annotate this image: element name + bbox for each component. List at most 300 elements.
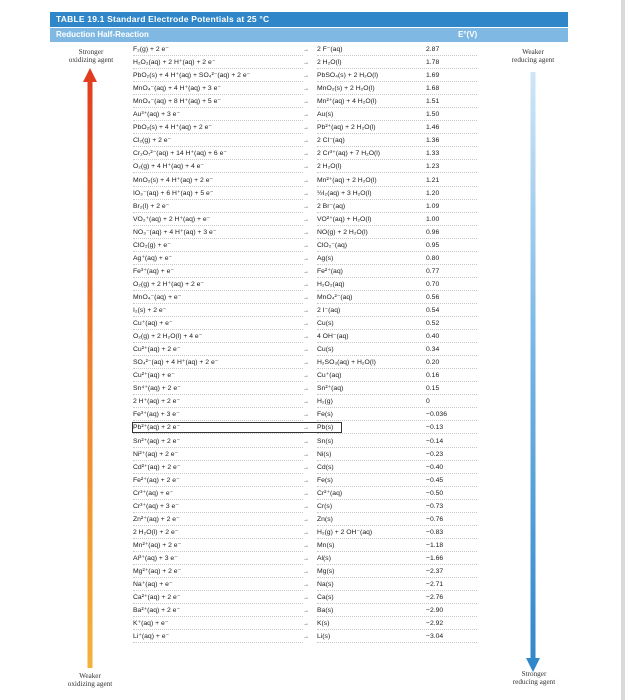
reactant-cell: Br₂(l) + 2 e⁻ bbox=[133, 202, 170, 210]
row-divider bbox=[317, 577, 477, 578]
reaction-arrow-icon: → bbox=[303, 294, 309, 301]
potential-cell: 0.77 bbox=[426, 267, 440, 275]
row-divider bbox=[133, 120, 303, 121]
product-cell: Li(s) bbox=[317, 633, 331, 641]
reaction-arrow-icon: → bbox=[303, 634, 309, 641]
reaction-arrow-icon: → bbox=[303, 112, 309, 119]
potential-cell: 1.68 bbox=[426, 85, 440, 93]
product-cell: K(s) bbox=[317, 620, 330, 628]
product-cell: 2 F⁻(aq) bbox=[317, 46, 343, 53]
reaction-arrow-icon: → bbox=[303, 464, 309, 471]
table-row bbox=[133, 201, 493, 213]
column-header-potential: E°(V) bbox=[458, 30, 478, 39]
reactant-cell: Cd²⁺(aq) + 2 e⁻ bbox=[133, 463, 181, 471]
reaction-arrow-icon: → bbox=[303, 216, 309, 223]
product-cell: Fe(s) bbox=[317, 411, 333, 419]
reaction-arrow-icon: → bbox=[303, 373, 309, 380]
row-divider bbox=[133, 447, 303, 448]
table-row bbox=[133, 501, 493, 513]
reaction-arrow-icon: → bbox=[303, 490, 309, 497]
reactant-cell: Cr³⁺(aq) + 3 e⁻ bbox=[133, 502, 179, 510]
reaction-arrow-icon: → bbox=[303, 347, 309, 354]
row-divider bbox=[133, 251, 303, 252]
row-divider bbox=[133, 212, 303, 213]
row-divider bbox=[317, 355, 477, 356]
row-divider bbox=[317, 394, 477, 395]
reactant-cell: PbO₂(s) + 4 H⁺(aq) + SO₄²⁻(aq) + 2 e⁻ bbox=[133, 72, 251, 80]
right-top-label: Weaker reducing agent bbox=[511, 48, 555, 64]
reactant-cell: Zn²⁺(aq) + 2 e⁻ bbox=[133, 515, 180, 523]
reactant-cell: Ba²⁺(aq) + 2 e⁻ bbox=[133, 607, 181, 615]
reaction-arrow-icon: → bbox=[303, 99, 309, 106]
reactant-cell: Cr³⁺(aq) + e⁻ bbox=[133, 489, 174, 497]
reactant-cell: Cr₂O₇²⁻(aq) + 14 H⁺(aq) + 6 e⁻ bbox=[133, 150, 227, 158]
reaction-arrow-icon: → bbox=[303, 477, 309, 484]
row-divider bbox=[133, 68, 303, 69]
reactant-cell: MnO₂(s) + 4 H⁺(aq) + 2 e⁻ bbox=[133, 176, 214, 184]
reactant-cell: Cu²⁺(aq) + 2 e⁻ bbox=[133, 346, 181, 354]
potential-cell: −0.036 bbox=[426, 411, 447, 419]
column-header-bar bbox=[50, 28, 568, 42]
reaction-arrow-icon: → bbox=[303, 73, 309, 80]
row-divider bbox=[317, 107, 477, 108]
potential-cell: −1.66 bbox=[426, 554, 444, 562]
row-divider bbox=[133, 642, 303, 643]
table-row bbox=[133, 279, 493, 291]
reaction-arrow-icon: → bbox=[303, 229, 309, 236]
potential-cell: −0.45 bbox=[426, 476, 444, 484]
row-divider bbox=[133, 577, 303, 578]
table-row bbox=[133, 566, 493, 578]
potential-cell: 1.23 bbox=[426, 163, 440, 171]
reaction-arrow-icon: → bbox=[303, 582, 309, 589]
hydrogen-reference-box bbox=[132, 422, 342, 433]
table-row bbox=[133, 70, 493, 82]
reactant-cell: Sn²⁺(aq) + 2 e⁻ bbox=[133, 437, 181, 445]
product-cell: Na(s) bbox=[317, 581, 334, 589]
potential-cell: −2.76 bbox=[426, 594, 444, 602]
table-row bbox=[133, 266, 493, 278]
table-row bbox=[133, 57, 493, 69]
row-divider bbox=[133, 329, 303, 330]
table-row bbox=[133, 540, 493, 552]
potential-cell: 1.00 bbox=[426, 215, 440, 223]
row-divider bbox=[133, 303, 303, 304]
reactant-cell: Ca²⁺(aq) + 2 e⁻ bbox=[133, 594, 181, 602]
reaction-arrow-icon: → bbox=[303, 399, 309, 406]
product-cell: Cu(s) bbox=[317, 346, 334, 354]
table-title: TABLE 19.1 Standard Electrode Potentials at 25 °C bbox=[50, 12, 568, 27]
product-cell: Mn²⁺(aq) + 4 H₂O(l) bbox=[317, 98, 377, 106]
row-divider bbox=[133, 146, 303, 147]
product-cell: Cd(s) bbox=[317, 463, 334, 471]
reactant-cell: Mg²⁺(aq) + 2 e⁻ bbox=[133, 568, 182, 575]
row-divider bbox=[133, 238, 303, 239]
row-divider bbox=[317, 473, 477, 474]
row-divider bbox=[317, 433, 477, 434]
reducing-strength-arrow-icon bbox=[526, 72, 540, 672]
reactant-cell: H₂O₂(aq) + 2 H⁺(aq) + 2 e⁻ bbox=[133, 59, 216, 67]
table-row bbox=[133, 436, 493, 448]
table-row bbox=[133, 618, 493, 630]
reaction-arrow-icon: → bbox=[303, 529, 309, 536]
row-divider bbox=[317, 133, 477, 134]
potential-cell: 0.56 bbox=[426, 293, 440, 301]
reactant-cell: O₂(g) + 4 H⁺(aq) + 4 e⁻ bbox=[133, 163, 205, 171]
reaction-arrow-icon: → bbox=[303, 438, 309, 445]
reaction-arrow-icon: → bbox=[303, 451, 309, 458]
row-divider bbox=[317, 225, 477, 226]
row-divider bbox=[317, 538, 477, 539]
row-divider bbox=[317, 159, 477, 160]
row-divider bbox=[133, 538, 303, 539]
potential-cell: 1.69 bbox=[426, 72, 440, 80]
table-row bbox=[133, 462, 493, 474]
product-cell: ½I₂(aq) + 3 H₂O(l) bbox=[317, 189, 372, 197]
product-cell: H₂(g) bbox=[317, 398, 333, 406]
potential-cell: −0.23 bbox=[426, 450, 444, 458]
row-divider bbox=[133, 525, 303, 526]
row-divider bbox=[133, 133, 303, 134]
row-divider bbox=[317, 564, 477, 565]
row-divider bbox=[317, 616, 477, 617]
row-divider bbox=[317, 172, 477, 173]
product-cell: Sn(s) bbox=[317, 437, 334, 445]
reaction-arrow-icon: → bbox=[303, 569, 309, 575]
row-divider bbox=[133, 433, 303, 434]
product-cell: 2 H₂O(l) bbox=[317, 59, 342, 67]
table-row bbox=[133, 488, 493, 500]
row-divider bbox=[317, 81, 477, 82]
reaction-arrow-icon: → bbox=[303, 542, 309, 549]
table-row bbox=[133, 214, 493, 226]
reactant-cell: O₂(g) + 2 H⁺(aq) + 2 e⁻ bbox=[133, 280, 205, 288]
table-row bbox=[133, 357, 493, 369]
row-divider bbox=[133, 499, 303, 500]
potential-cell: 1.33 bbox=[426, 150, 440, 158]
reaction-arrow-icon: → bbox=[303, 255, 309, 262]
table-row bbox=[133, 44, 493, 56]
potential-cell: −2.71 bbox=[426, 581, 444, 589]
reaction-arrow-icon: → bbox=[303, 177, 309, 184]
table-row bbox=[133, 135, 493, 147]
row-divider bbox=[317, 460, 477, 461]
potential-cell: 0 bbox=[426, 398, 430, 406]
potential-cell: −1.18 bbox=[426, 541, 444, 549]
product-cell: Cu⁺(aq) bbox=[317, 372, 342, 380]
potential-cell: −0.76 bbox=[426, 515, 444, 523]
left-top-label: Stronger oxidizing agent bbox=[68, 48, 114, 64]
table-row bbox=[133, 188, 493, 200]
reactant-cell: Mn²⁺(aq) + 2 e⁻ bbox=[133, 541, 182, 549]
row-divider bbox=[317, 368, 477, 369]
reactant-cell: Pb²⁺(aq) + 2 e⁻ bbox=[133, 424, 181, 432]
potential-cell: 1.51 bbox=[426, 98, 440, 106]
potential-cell: 1.46 bbox=[426, 124, 440, 132]
potential-cell: 0.52 bbox=[426, 320, 440, 328]
row-divider bbox=[133, 407, 303, 408]
reactant-cell: Al³⁺(aq) + 3 e⁻ bbox=[133, 554, 178, 562]
reaction-arrow-icon: → bbox=[303, 621, 309, 628]
table-row bbox=[133, 579, 493, 591]
row-divider bbox=[133, 473, 303, 474]
product-cell: 2 Cr³⁺(aq) + 7 H₂O(l) bbox=[317, 150, 381, 158]
row-divider bbox=[133, 159, 303, 160]
row-divider bbox=[317, 629, 477, 630]
product-cell: Cu(s) bbox=[317, 320, 334, 328]
row-divider bbox=[133, 199, 303, 200]
row-divider bbox=[133, 616, 303, 617]
potential-cell: 0.96 bbox=[426, 228, 440, 236]
potential-cell: −0.83 bbox=[426, 528, 444, 536]
row-divider bbox=[133, 186, 303, 187]
row-divider bbox=[133, 394, 303, 395]
potential-cell: −0.13 bbox=[426, 424, 444, 432]
reaction-arrow-icon: → bbox=[303, 386, 309, 393]
row-divider bbox=[133, 512, 303, 513]
reaction-arrow-icon: → bbox=[303, 503, 309, 510]
row-divider bbox=[317, 342, 477, 343]
product-cell: 2 Cl⁻(aq) bbox=[317, 137, 345, 145]
row-divider bbox=[317, 264, 477, 265]
reactant-cell: NO₃⁻(aq) + 4 H⁺(aq) + 3 e⁻ bbox=[133, 228, 217, 236]
row-divider bbox=[133, 590, 303, 591]
reaction-arrow-icon: → bbox=[303, 555, 309, 562]
row-divider bbox=[317, 303, 477, 304]
row-divider bbox=[317, 94, 477, 95]
row-divider bbox=[317, 316, 477, 317]
page-edge bbox=[621, 0, 625, 700]
product-cell: 2 Br⁻(aq) bbox=[317, 202, 346, 210]
reaction-arrow-icon: → bbox=[303, 268, 309, 275]
potential-cell: 1.20 bbox=[426, 189, 440, 197]
table-row bbox=[133, 292, 493, 304]
table-row bbox=[133, 553, 493, 565]
product-cell: 2 I⁻(aq) bbox=[317, 307, 341, 314]
row-divider bbox=[317, 212, 477, 213]
reaction-arrow-icon: → bbox=[303, 412, 309, 419]
potential-cell: 0.20 bbox=[426, 359, 440, 367]
row-divider bbox=[133, 81, 303, 82]
table-row bbox=[133, 122, 493, 134]
reaction-arrow-icon: → bbox=[303, 308, 309, 314]
product-cell: Mn²⁺(aq) + 2 H₂O(l) bbox=[317, 176, 377, 184]
table-row bbox=[133, 253, 493, 265]
product-cell: PbSO₄(s) + 2 H₂O(l) bbox=[317, 72, 379, 80]
reaction-arrow-icon: → bbox=[303, 190, 309, 197]
row-divider bbox=[317, 290, 477, 291]
table-row bbox=[133, 449, 493, 461]
row-divider bbox=[133, 264, 303, 265]
table-row bbox=[133, 161, 493, 173]
row-divider bbox=[133, 290, 303, 291]
table-row bbox=[133, 331, 493, 343]
reactant-cell: I₂(s) + 2 e⁻ bbox=[133, 307, 167, 314]
product-cell: Al(s) bbox=[317, 554, 331, 562]
product-cell: Cr²⁺(aq) bbox=[317, 489, 343, 497]
reaction-arrow-icon: → bbox=[303, 334, 309, 341]
potential-cell: −2.90 bbox=[426, 607, 444, 615]
reactant-cell: MnO₄⁻(aq) + 8 H⁺(aq) + 5 e⁻ bbox=[133, 98, 221, 106]
product-cell: VO²⁺(aq) + H₂O(l) bbox=[317, 215, 372, 223]
row-divider bbox=[317, 486, 477, 487]
row-divider bbox=[317, 186, 477, 187]
row-divider bbox=[317, 512, 477, 513]
potential-cell: 0.70 bbox=[426, 280, 440, 288]
product-cell: Pb²⁺(aq) + 2 H₂O(l) bbox=[317, 124, 376, 132]
row-divider bbox=[133, 94, 303, 95]
potential-cell: −0.73 bbox=[426, 502, 444, 510]
reaction-arrow-icon: → bbox=[303, 203, 309, 210]
product-cell: ClO₂⁻(aq) bbox=[317, 241, 348, 249]
product-cell: 2 H₂O(l) bbox=[317, 163, 342, 171]
row-divider bbox=[317, 329, 477, 330]
row-divider bbox=[133, 564, 303, 565]
table-row bbox=[133, 83, 493, 95]
reaction-arrow-icon: → bbox=[303, 164, 309, 171]
product-cell: MnO₄²⁻(aq) bbox=[317, 293, 353, 301]
row-divider bbox=[317, 551, 477, 552]
table-row bbox=[133, 592, 493, 604]
potential-cell: 1.21 bbox=[426, 176, 440, 184]
row-divider bbox=[317, 525, 477, 526]
row-divider bbox=[317, 120, 477, 121]
product-cell: Ag(s) bbox=[317, 254, 334, 262]
reactant-cell: Li⁺(aq) + e⁻ bbox=[133, 633, 170, 641]
row-divider bbox=[317, 238, 477, 239]
product-cell: Pb(s) bbox=[317, 424, 334, 432]
reactant-cell: K⁺(aq) + e⁻ bbox=[133, 620, 169, 628]
row-divider bbox=[133, 486, 303, 487]
row-divider bbox=[133, 277, 303, 278]
row-divider bbox=[133, 225, 303, 226]
reactant-cell: PbO₂(s) + 4 H⁺(aq) + 2 e⁻ bbox=[133, 124, 212, 132]
product-cell: Fe(s) bbox=[317, 476, 333, 484]
potential-cell: 0.80 bbox=[426, 254, 440, 262]
reactant-cell: ClO₂(g) + e⁻ bbox=[133, 241, 171, 249]
table-row bbox=[133, 605, 493, 617]
potential-cell: −2.92 bbox=[426, 620, 444, 628]
table-row bbox=[133, 96, 493, 108]
product-cell: Zn(s) bbox=[317, 515, 333, 523]
row-divider bbox=[133, 551, 303, 552]
row-divider bbox=[317, 603, 477, 604]
reaction-arrow-icon: → bbox=[303, 281, 309, 288]
table-row bbox=[133, 148, 493, 160]
reactant-cell: MnO₄⁻(aq) + e⁻ bbox=[133, 293, 182, 301]
reactant-cell: 2 H₂O(l) + 2 e⁻ bbox=[133, 528, 179, 536]
reaction-arrow-icon: → bbox=[303, 516, 309, 523]
product-cell: Cr(s) bbox=[317, 502, 333, 510]
table-row bbox=[133, 527, 493, 539]
product-cell: H₂SO₃(aq) + H₂O(l) bbox=[317, 359, 376, 367]
reactant-cell: F₂(g) + 2 e⁻ bbox=[133, 46, 169, 53]
row-divider bbox=[133, 342, 303, 343]
reaction-arrow-icon: → bbox=[303, 360, 309, 367]
potential-cell: −3.04 bbox=[426, 633, 444, 641]
reactant-cell: IO₃⁻(aq) + 6 H⁺(aq) + 5 e⁻ bbox=[133, 189, 214, 197]
reactant-cell: VO₂⁺(aq) + 2 H⁺(aq) + e⁻ bbox=[133, 215, 211, 223]
reaction-arrow-icon: → bbox=[303, 151, 309, 158]
table-row bbox=[133, 396, 493, 408]
row-divider bbox=[317, 499, 477, 500]
reactant-cell: Cl₂(g) + 2 e⁻ bbox=[133, 137, 172, 145]
row-divider bbox=[133, 316, 303, 317]
potential-cell: 0.15 bbox=[426, 385, 440, 393]
reactant-cell: Sn⁴⁺(aq) + 2 e⁻ bbox=[133, 385, 181, 393]
table-row bbox=[133, 370, 493, 382]
row-divider bbox=[133, 55, 303, 56]
oxidizing-strength-arrow-icon bbox=[83, 68, 97, 668]
product-cell: Ca(s) bbox=[317, 594, 334, 602]
reactant-cell: 2 H⁺(aq) + 2 e⁻ bbox=[133, 398, 181, 406]
reactant-cell: O₂(g) + 2 H₂O(l) + 4 e⁻ bbox=[133, 333, 203, 341]
potential-cell: 2.87 bbox=[426, 46, 440, 53]
product-cell: Ba(s) bbox=[317, 607, 334, 615]
reaction-arrow-icon: → bbox=[303, 425, 309, 432]
potential-cell: 1.36 bbox=[426, 137, 440, 145]
column-header-reaction: Reduction Half-Reaction bbox=[56, 30, 149, 39]
potential-cell: 0.54 bbox=[426, 307, 440, 314]
reaction-arrow-icon: → bbox=[303, 86, 309, 93]
row-divider bbox=[317, 146, 477, 147]
row-divider bbox=[317, 642, 477, 643]
potential-cell: 1.78 bbox=[426, 59, 440, 67]
product-cell: Ni(s) bbox=[317, 450, 332, 458]
row-divider bbox=[133, 355, 303, 356]
potential-cell: 1.50 bbox=[426, 111, 440, 119]
product-cell: NO(g) + 2 H₂O(l) bbox=[317, 228, 368, 236]
row-divider bbox=[317, 447, 477, 448]
reactant-cell: Na⁺(aq) + e⁻ bbox=[133, 581, 173, 589]
table-row bbox=[133, 318, 493, 330]
row-divider bbox=[133, 460, 303, 461]
product-cell: Mg(s) bbox=[317, 568, 335, 575]
row-divider bbox=[133, 368, 303, 369]
row-divider bbox=[133, 381, 303, 382]
table-row bbox=[133, 631, 493, 643]
reaction-arrow-icon: → bbox=[303, 60, 309, 67]
table-row bbox=[133, 409, 493, 421]
reaction-arrow-icon: → bbox=[303, 595, 309, 602]
row-divider bbox=[317, 68, 477, 69]
reactant-cell: Au³⁺(aq) + 3 e⁻ bbox=[133, 111, 181, 119]
reactant-cell: Fe³⁺(aq) + e⁻ bbox=[133, 267, 174, 275]
reactant-cell: Ag⁺(aq) + e⁻ bbox=[133, 254, 173, 262]
potential-cell: −0.50 bbox=[426, 489, 444, 497]
potential-cell: 0.16 bbox=[426, 372, 440, 380]
reaction-arrow-icon: → bbox=[303, 321, 309, 328]
potential-cell: −0.14 bbox=[426, 437, 444, 445]
reactant-cell: MnO₄⁻(aq) + 4 H⁺(aq) + 3 e⁻ bbox=[133, 85, 221, 93]
product-cell: Au(s) bbox=[317, 111, 334, 119]
right-bottom-label: Stronger reducing agent bbox=[512, 670, 556, 686]
reactant-cell: Cu²⁺(aq) + e⁻ bbox=[133, 372, 175, 380]
row-divider bbox=[317, 381, 477, 382]
reactant-cell: SO₄²⁻(aq) + 4 H⁺(aq) + 2 e⁻ bbox=[133, 359, 219, 367]
reactant-cell: Cu⁺(aq) + e⁻ bbox=[133, 320, 173, 328]
potential-cell: 0.34 bbox=[426, 346, 440, 354]
reaction-arrow-icon: → bbox=[303, 242, 309, 249]
potential-cell: 0.95 bbox=[426, 241, 440, 249]
product-cell: Mn(s) bbox=[317, 541, 335, 549]
table-row bbox=[133, 383, 493, 395]
reaction-arrow-icon: → bbox=[303, 47, 309, 53]
potential-cell: −0.40 bbox=[426, 463, 444, 471]
row-divider bbox=[317, 590, 477, 591]
row-divider bbox=[133, 629, 303, 630]
table-row bbox=[133, 175, 493, 187]
